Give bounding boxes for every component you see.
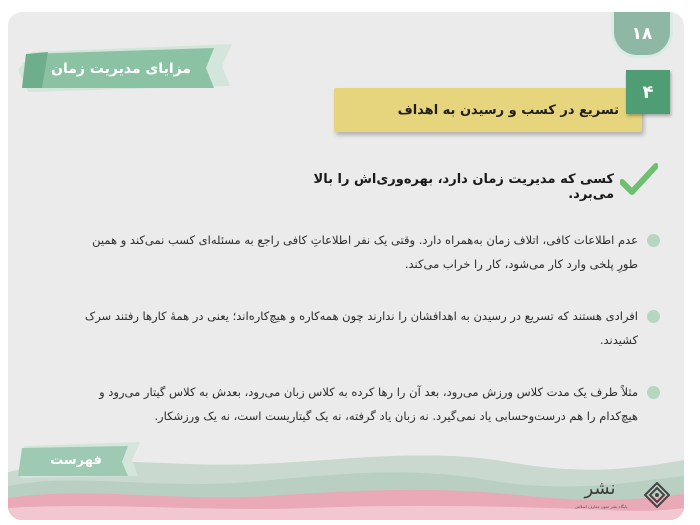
index-button[interactable]: [16, 440, 142, 482]
checkmark-icon: [620, 162, 658, 198]
list-item: [78, 304, 638, 352]
bullet-dot-icon: [647, 386, 660, 399]
logo-wordmark: نشر: [584, 478, 616, 499]
index-button-label: فهرست: [50, 452, 102, 468]
list-item-text: مثلاً طرف یک مدت کلاس ورزش می‌رود، بعد آن را رها کرده به کلاس زبان می‌رود، بعدش به کلاس گیتار می‌رود و هیچ‌کدام را هم درست‌وحسابی یاد نمی‌گیرد. نه زبان یاد گرفته، نه یک گیتاریست است، نه یک ورزشکار.: [99, 385, 638, 423]
bullet-dot-icon: [647, 310, 660, 323]
list-item-text: افرادی هستند که تسریع در رسیدن به اهدافشان را ندارند چون همه‌کاره و هیچ‌کاره‌اند؛ یعنی در همهٔ کارها رفتند سرک کشیدند.: [84, 309, 638, 347]
section-title: تسریع در کسب و رسیدن به اهداف: [397, 102, 619, 118]
list-item-text: عدم اطلاعات کافی، اتلاف زمان به‌همراه دارد. وقتی یک نفر اطلاعاتِ کافی راجع به مسئله‌ای کسب نمی‌کند و همین طورِ پلخی وارد کار می‌شود، کار را خراب می‌کند.: [92, 233, 638, 271]
main-statement: کسی که مدیریت زمان دارد، بهره‌وری‌اش را بالا می‌برد.: [313, 172, 614, 202]
logo-emblem-icon: [644, 482, 670, 508]
list-item: [78, 228, 638, 276]
topic-title: مزایای مدیریت زمان: [51, 61, 191, 77]
list-item: [78, 380, 638, 428]
bullet-dot-icon: [647, 234, 660, 247]
topic-ribbon: [18, 40, 232, 98]
slide: [8, 12, 684, 520]
page-number: ۱۸: [631, 23, 653, 44]
page-number-tab: [611, 12, 673, 58]
section-header: [326, 70, 670, 142]
publisher-logo: [556, 478, 676, 514]
logo-subtitle: پایگاه نشر متون معارف اسلامی: [574, 504, 628, 509]
section-number-badge: ۴: [626, 70, 670, 114]
